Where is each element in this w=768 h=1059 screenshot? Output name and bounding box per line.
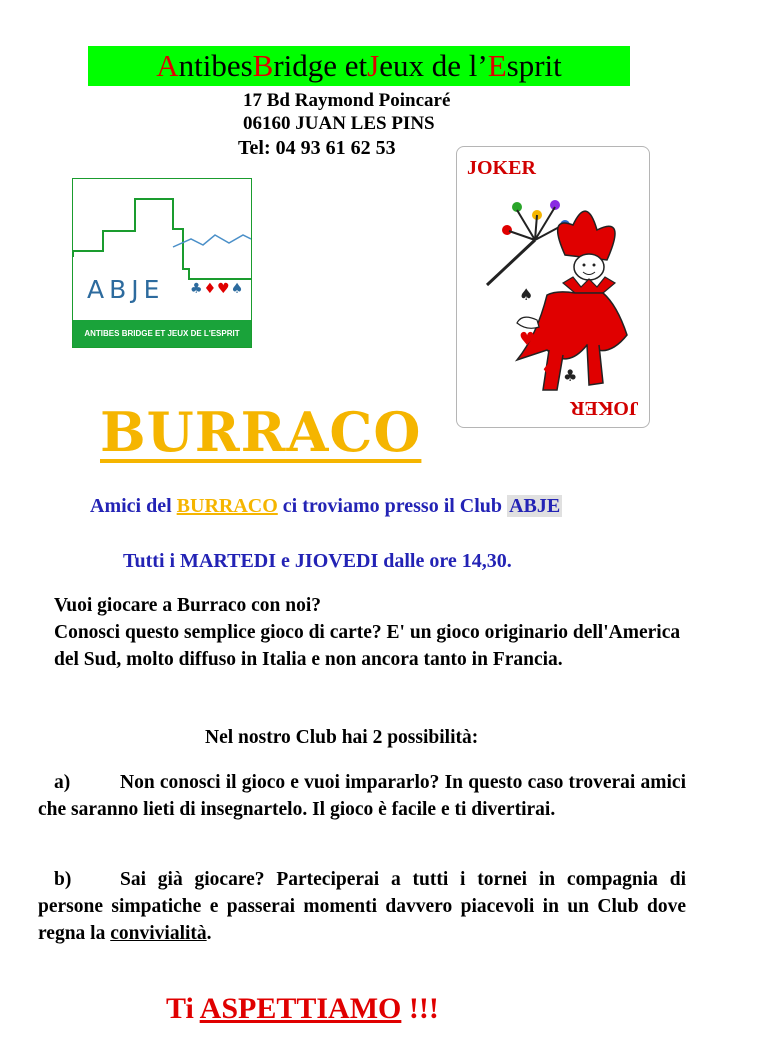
logo-text: ABJE	[87, 275, 165, 304]
body-question: Vuoi giocare a Burraco con noi?	[54, 595, 322, 616]
title-part-3: eux de l’	[379, 48, 488, 83]
svg-text:♦: ♦	[541, 360, 556, 379]
title-letter-e: E	[487, 48, 507, 83]
closing-suffix: !!!	[401, 992, 439, 1025]
option-a-label: a)	[54, 772, 71, 793]
option-b-text: Sai già giocare? Parteciperai a tutti i tornei in compagnia di persone simpatiche e passerai momenti davvero piacevoli in un Club dove regna la	[38, 869, 686, 944]
svg-text:♠: ♠	[519, 285, 534, 304]
abje-logo	[72, 178, 252, 348]
title-letter-j: J	[367, 48, 380, 83]
closing-line	[166, 992, 439, 1026]
schedule-line: Tutti i MARTEDI e JIOVEDI dalle ore 14,30.	[123, 550, 512, 572]
body-paragraph	[54, 592, 694, 673]
title-part-2: ridge et	[273, 48, 368, 83]
headline: BURRACO	[100, 400, 422, 464]
phone-number: Tel: 04 93 61 62 53	[238, 137, 396, 159]
intro-highlight: BURRACO	[176, 495, 278, 517]
intro-line	[90, 495, 562, 518]
option-b-after: .	[206, 923, 212, 944]
jester-illustration	[477, 185, 633, 405]
intro-club: ABJE	[509, 495, 561, 517]
joker-card-image	[456, 146, 650, 428]
address-street: 17 Bd Raymond Poincaré	[243, 90, 451, 111]
title-part-1: ntibes	[178, 48, 253, 83]
title-letter-a: A	[156, 48, 179, 83]
svg-text:♣: ♣	[563, 366, 578, 385]
option-b	[38, 866, 686, 947]
logo-band: ANTIBES BRIDGE ET JEUX DE L'ESPRIT	[73, 320, 251, 347]
option-b-label: b)	[54, 869, 72, 890]
club-title	[88, 46, 630, 86]
joker-label-bottom: JOKER	[570, 397, 639, 419]
title-letter-b: B	[252, 48, 274, 83]
body-description: Conosci questo semplice gioco di carte? E' un gioco originario dell'America del Sud, molto diffuso in Italia e non ancora tanto in Francia.	[54, 622, 681, 670]
joker-label-top: JOKER	[467, 157, 536, 179]
suits-icon: ♣♦♥♠	[190, 281, 245, 297]
address-city: 06160 JUAN LES PINS	[243, 113, 435, 134]
option-b-underlined: convivialità	[110, 923, 207, 944]
possibilities-title: Nel nostro Club hai 2 possibilità:	[205, 727, 479, 748]
intro-middle: ci troviamo presso il Club	[277, 495, 508, 517]
closing-prefix: Ti	[166, 992, 200, 1025]
title-part-4: sprit	[506, 48, 562, 83]
svg-text:♥: ♥	[519, 329, 536, 350]
option-a	[38, 769, 686, 823]
closing-underlined: ASPETTIAMO	[199, 992, 402, 1025]
intro-prefix: Amici del	[90, 495, 177, 517]
option-a-text: Non conosci il gioco e vuoi impararlo? In questo caso troverai amici che saranno lieti di insegnartelo. Il gioco è facile e ti divertirai.	[38, 772, 686, 820]
